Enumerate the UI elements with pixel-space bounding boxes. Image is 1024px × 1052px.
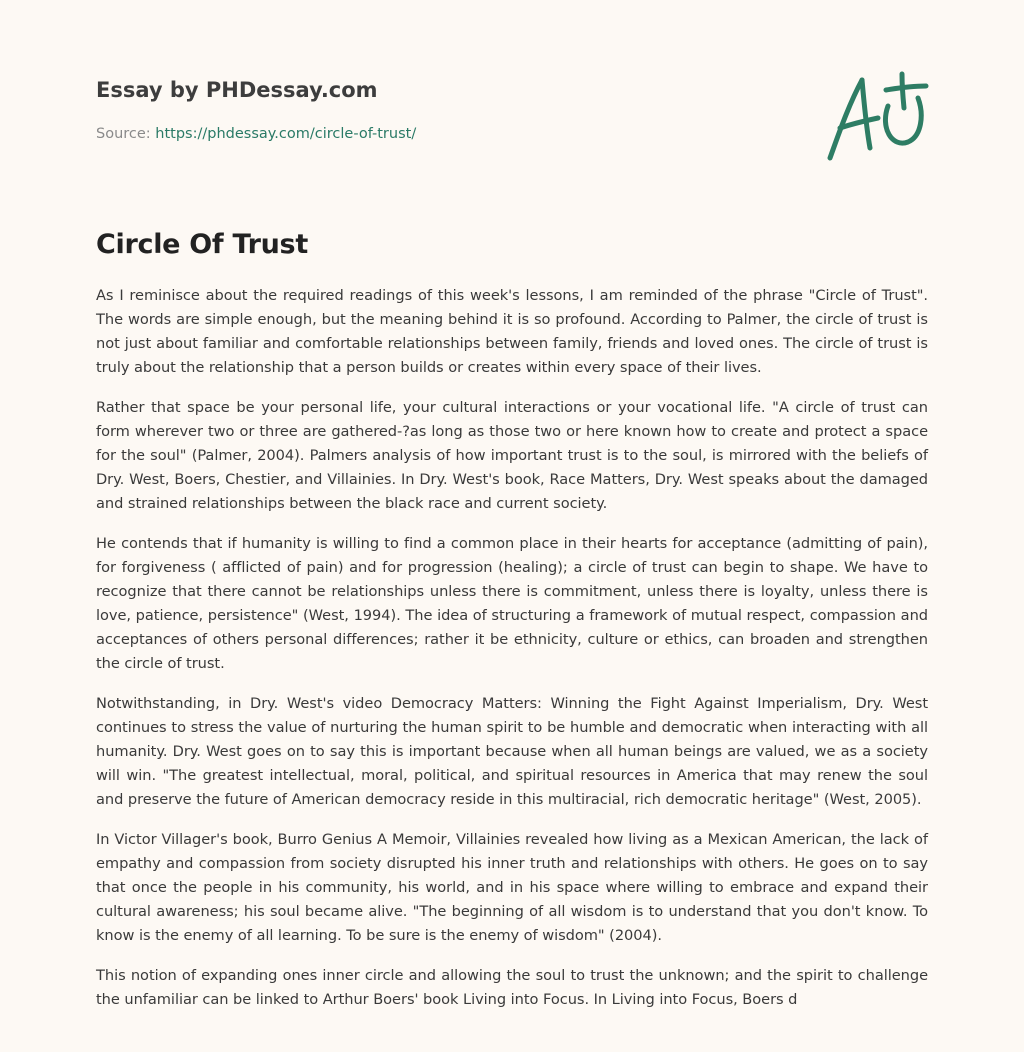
paragraph: In Victor Villager's book, Burro Genius A Memoir, Villainies revealed how living as a Mexican American, the lack of empathy and compassion from society disrupted his inner truth and relationships with others. He goes on to say that once the people in his community, his world, and in his space where willing to embrace and expand their cultural awareness; his soul became alive. "The beginning of all wisdom is to understand that you don't know. To know is the enemy of all learning. To be sure is the enemy of wisdom" (2004). — [96, 831, 928, 944]
article-title: Circle Of Trust — [96, 229, 308, 260]
site-title: Essay by PHDessay.com — [96, 78, 378, 102]
source-link[interactable]: https://phdessay.com/circle-of-trust/ — [155, 126, 417, 142]
paragraph: As I reminisce about the required readings of this week's lessons, I am reminded of the phrase "Circle of Trust". The words are simple enough, but the meaning behind it is so profound. According to Palmer, the circle of trust is not just about familiar and comfortable relationships between family, friends and loved ones. The circle of trust is truly about the relationship that a person builds or creates within every space of their lives. — [96, 287, 928, 376]
article-body — [96, 284, 928, 1028]
page-header — [96, 76, 796, 144]
paragraph: Notwithstanding, in Dry. West's video Democracy Matters: Winning the Fight Against Imperialism, Dry. West continues to stress the value of nurturing the human spirit to be humble and democratic when interacting with all humanity. Dry. West goes on to say this is important because when all human beings are valued, we as a society will win. "The greatest intellectual, moral, political, and spiritual resources in America that may renew the soul and preserve the future of American democracy reside in this multiracial, rich democratic heritage" (West, 2005). — [96, 695, 928, 808]
paragraph: He contends that if humanity is willing to find a common place in their hearts for acceptance (admitting of pain), for forgiveness ( afflicted of pain) and for progression (healing); a circle of trust can begin to shape. We have to recognize that there cannot be relationships unless there is commitment, unless there is loyalty, unless there is love, patience, persistence" (West, 1994). The idea of structuring a framework of mutual respect, compassion and acceptances of others personal differences; rather it be ethnicity, culture or ethics, can broaden and strengthen the circle of trust. — [96, 535, 928, 672]
paragraph: This notion of expanding ones inner circle and allowing the soul to trust the unknown; and the spirit to challenge the unfamiliar can be linked to Arthur Boers' book Living into Focus. In Living into Focus, Boers d — [96, 967, 928, 1008]
source-line — [96, 124, 796, 144]
a-plus-grade-icon — [822, 66, 932, 166]
paragraph: Rather that space be your personal life, your cultural interactions or your vocational life. "A circle of trust can form wherever two or three are gathered-?as long as those two or here known how to create and protect a space for the soul" (Palmer, 2004). Palmers analysis of how important trust is to the soul, is mirrored with the beliefs of Dry. West, Boers, Chestier, and Villainies. In Dry. West's book, Race Matters, Dry. West speaks about the damaged and strained relationships between the black race and current society. — [96, 399, 928, 512]
source-label: Source: — [96, 126, 156, 142]
